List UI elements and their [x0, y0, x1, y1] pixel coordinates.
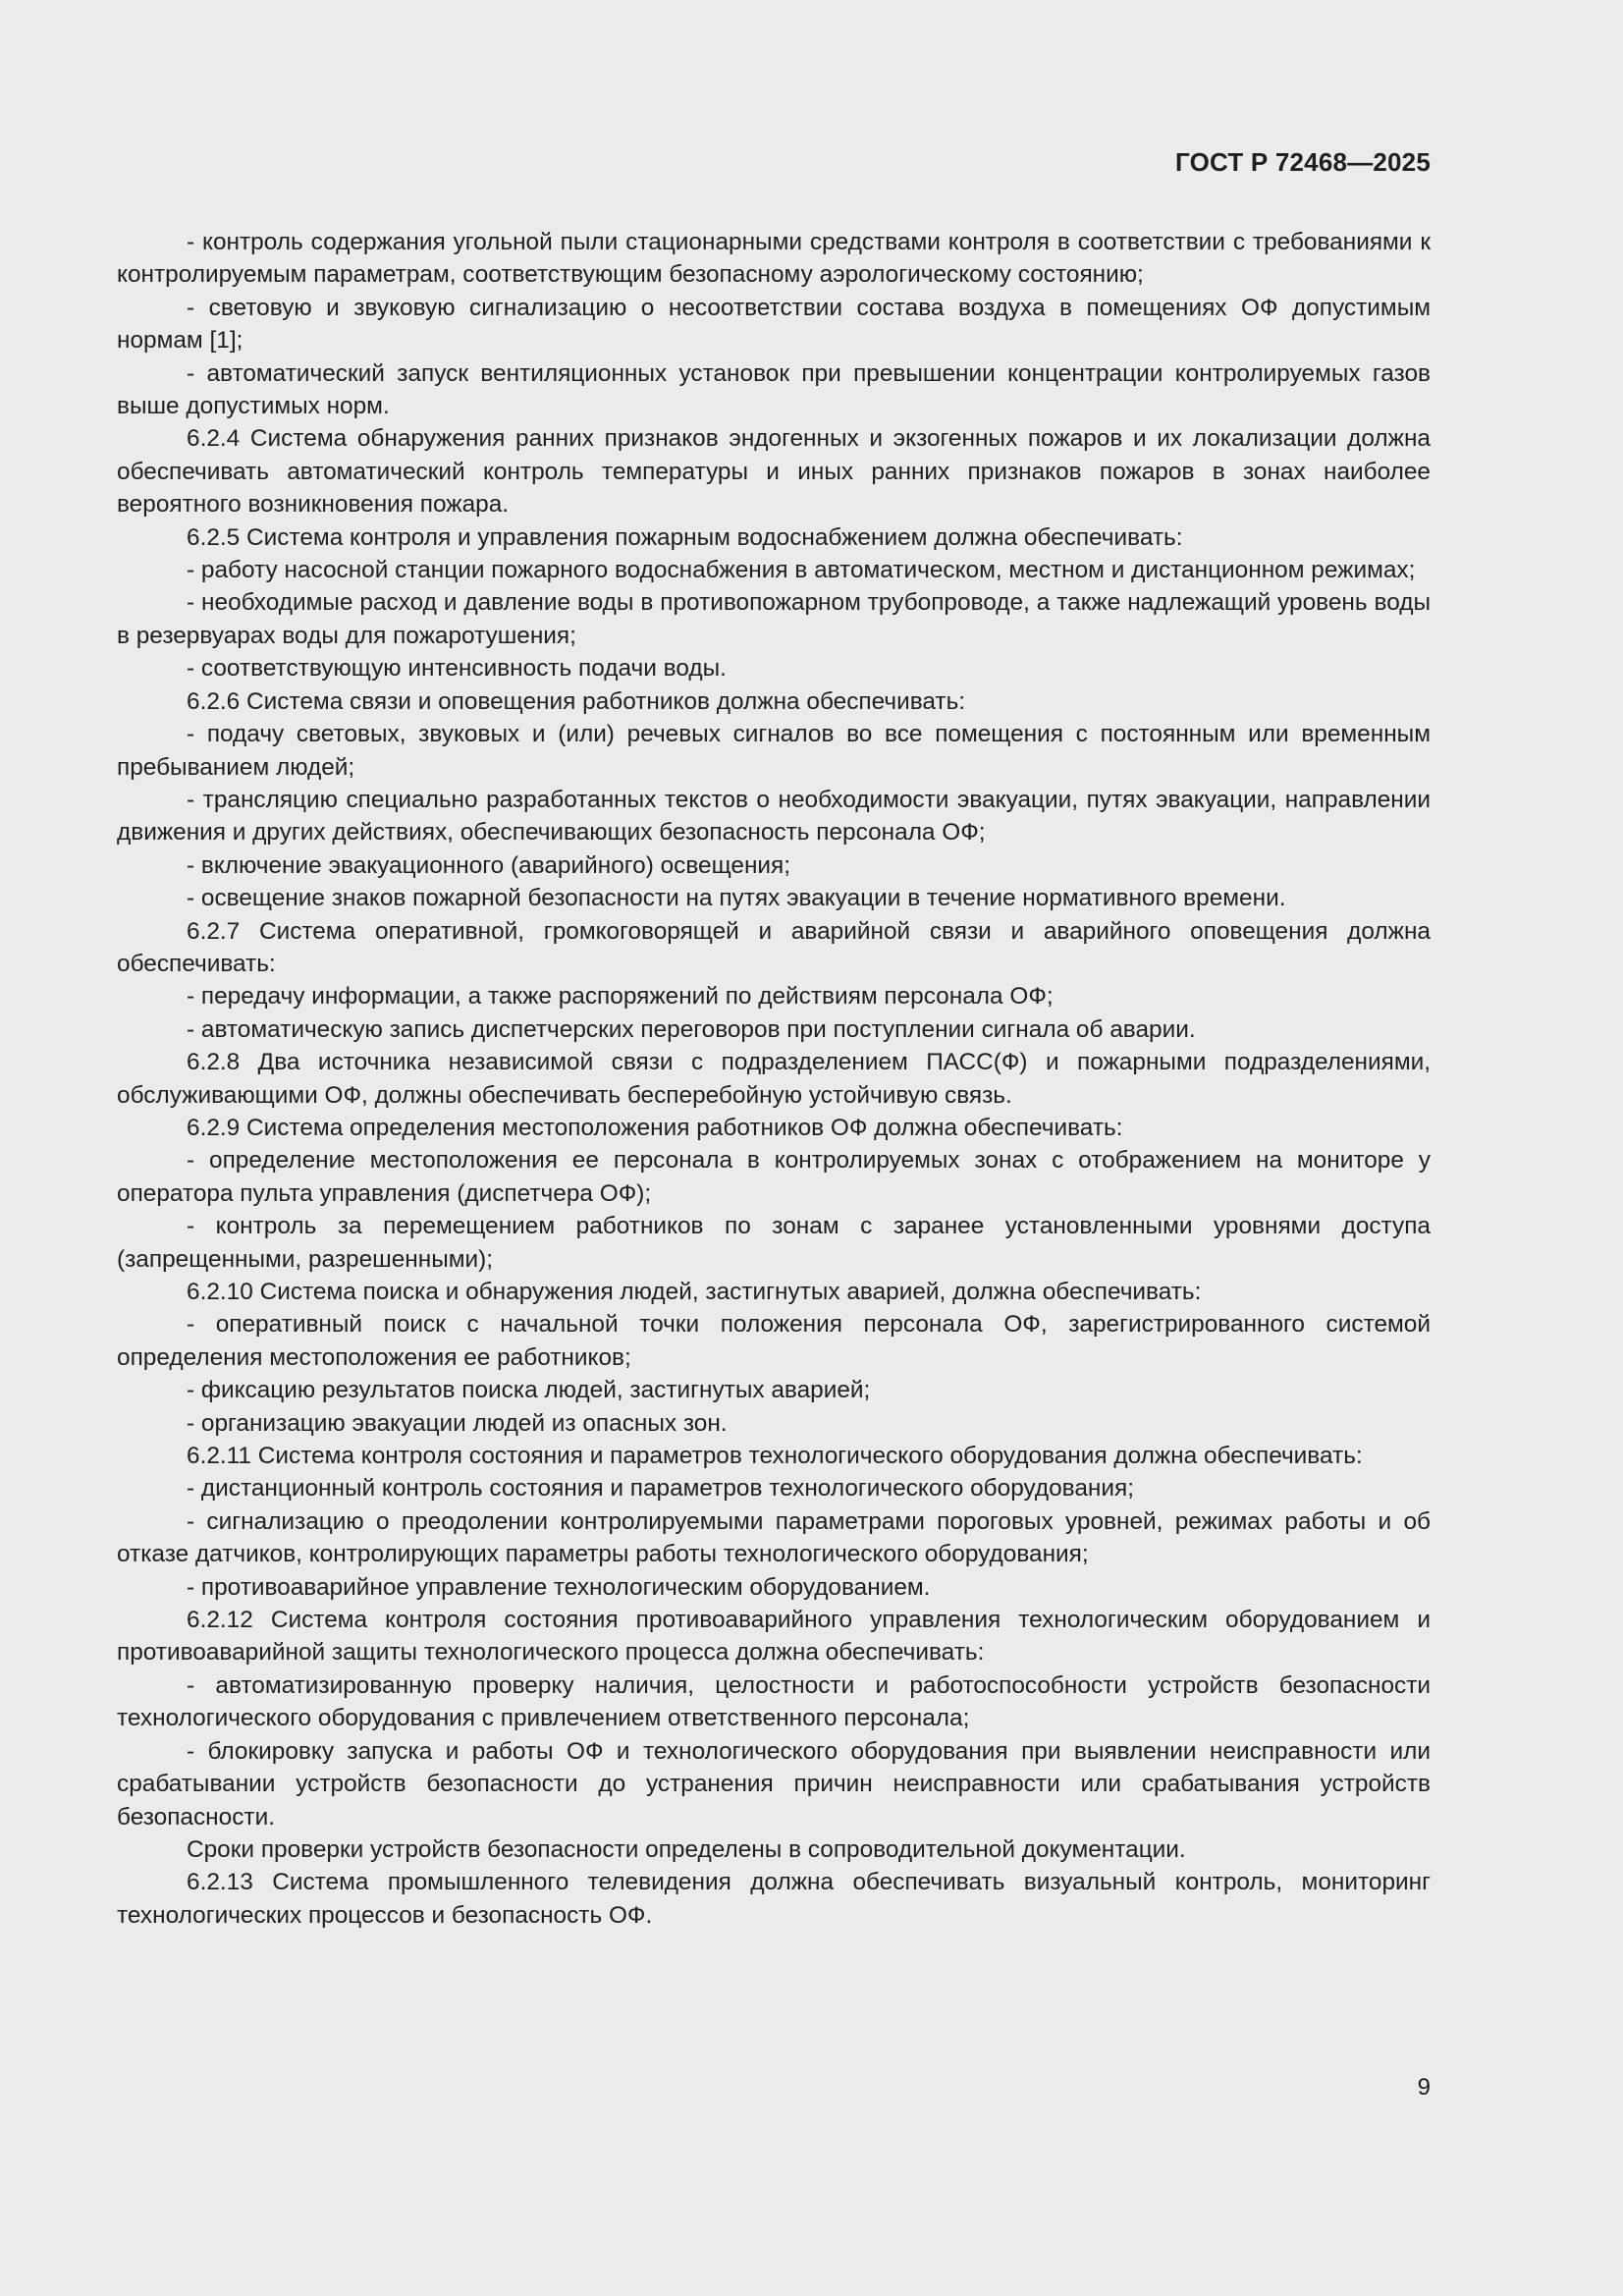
standard-designation: ГОСТ Р 72468—2025: [1175, 147, 1431, 177]
paragraph: 6.2.5 Система контроля и управления пожарным водоснабжением должна обеспечивать:: [187, 523, 1183, 551]
paragraph: - подачу световых, звуковых и (или) речевых сигналов во все помещения с постоянным или временным пребыванием людей;: [117, 721, 1431, 781]
paragraph: - трансляцию специально разработанных текстов о необходимости эвакуации, путях эвакуации, направлении движения и других действиях, обеспечивающих безопасность персонала ОФ;: [117, 786, 1431, 847]
paragraph: 6.2.9 Система определения местоположения работников ОФ должна обеспечивать:: [187, 1114, 1123, 1141]
page-number: 9: [1417, 2074, 1431, 2101]
paragraph: - фиксацию результатов поиска людей, застигнутых аварией;: [187, 1377, 871, 1404]
paragraph: - автоматическую запись диспетчерских переговоров при поступлении сигнала об аварии.: [187, 1015, 1196, 1043]
paragraph: - световую и звуковую сигнализацию о несоответствии состава воздуха в помещениях ОФ допустимым нормам [1];: [117, 294, 1431, 355]
paragraph: - работу насосной станции пожарного водоснабжения в автоматическом, местном и дистанционном режимах;: [187, 557, 1416, 584]
paragraph: - определение местоположения ее персонала в контролируемых зонах с отображением на мониторе у оператора пульта управления (диспетчера ОФ);: [117, 1147, 1431, 1207]
paragraph: - контроль содержания угольной пыли стационарными средствами контроля в соответствии с требованиями к контролируемым параметрам, соответствующим безопасному аэрологическому состоянию;: [117, 229, 1431, 289]
paragraph: 6.2.11 Система контроля состояния и параметров технологического оборудования должна обеспечивать:: [187, 1443, 1363, 1470]
paragraph: - автоматический запуск вентиляционных установок при превышении концентрации контролируемых газов выше допустимых норм.: [117, 359, 1431, 420]
paragraph: - дистанционный контроль состояния и параметров технологического оборудования;: [187, 1475, 1135, 1503]
paragraph: 6.2.8 Два источника независимой связи с подразделением ПАСС(Ф) и пожарными подразделениями, обслуживающими ОФ, должны обеспечивать бесперебойную устойчивую связь.: [117, 1049, 1431, 1109]
paragraph: - контроль за перемещением работников по зонам с заранее установленными уровнями доступа (запрещенными, разрешенными);: [117, 1213, 1431, 1273]
paragraph: Сроки проверки устройств безопасности определены в сопроводительной документации.: [187, 1835, 1186, 1863]
paragraph: - сигнализацию о преодолении контролируемыми параметрами пороговых уровней, режимах работы и об отказе датчиков, контролирующих параметры работы технологического оборудования;: [117, 1507, 1431, 1568]
paragraph: - соответствующую интенсивность подачи воды.: [187, 655, 727, 683]
document-body: [117, 226, 1431, 1932]
paragraph: - блокировку запуска и работы ОФ и технологического оборудования при выявлении неисправности или срабатывании устройств безопасности до устранения причин неисправности или срабатывания устройств безопасности.: [117, 1737, 1431, 1831]
paragraph: 6.2.4 Система обнаружения ранних признаков эндогенных и экзогенных пожаров и их локализации должна обеспечивать автоматический контроль температуры и иных ранних признаков пожаров в зонах наиболее вероятного возникновения пожара.: [117, 425, 1431, 519]
paragraph: - необходимые расход и давление воды в противопожарном трубопроводе, а также надлежащий уровень воды в резервуарах воды для пожаротушения;: [117, 589, 1431, 649]
paragraph: - передачу информации, а также распоряжений по действиям персонала ОФ;: [187, 983, 1054, 1011]
paragraph: - организацию эвакуации людей из опасных зон.: [187, 1409, 728, 1437]
paragraph: 6.2.6 Система связи и оповещения работников должна обеспечивать:: [187, 687, 966, 715]
paragraph: 6.2.7 Система оперативной, громкоговорящей и аварийной связи и аварийного оповещения должна обеспечивать:: [117, 917, 1431, 977]
paragraph: - автоматизированную проверку наличия, целостности и работоспособности устройств безопасности технологического оборудования с привлечением ответственного персонала;: [117, 1671, 1431, 1732]
paragraph: 6.2.10 Система поиска и обнаружения людей, застигнутых аварией, должна обеспечивать:: [187, 1279, 1202, 1305]
paragraph: 6.2.13 Система промышленного телевидения должна обеспечивать визуальный контроль, мониторинг технологических процессов и безопасность ОФ.: [117, 1869, 1431, 1929]
paragraph: - оперативный поиск с начальной точки положения персонала ОФ, зарегистрированного системой определения местоположения ее работников;: [117, 1311, 1431, 1371]
paragraph: - освещение знаков пожарной безопасности на путях эвакуации в течение нормативного времени.: [187, 885, 1286, 912]
paragraph: 6.2.12 Система контроля состояния противоаварийного управления технологическим оборудованием и противоаварийной защиты технологического процесса должна обеспечивать:: [117, 1607, 1431, 1667]
paragraph: - противоаварийное управление технологическим оборудованием.: [187, 1573, 931, 1601]
paragraph: - включение эвакуационного (аварийного) освещения;: [187, 851, 791, 879]
